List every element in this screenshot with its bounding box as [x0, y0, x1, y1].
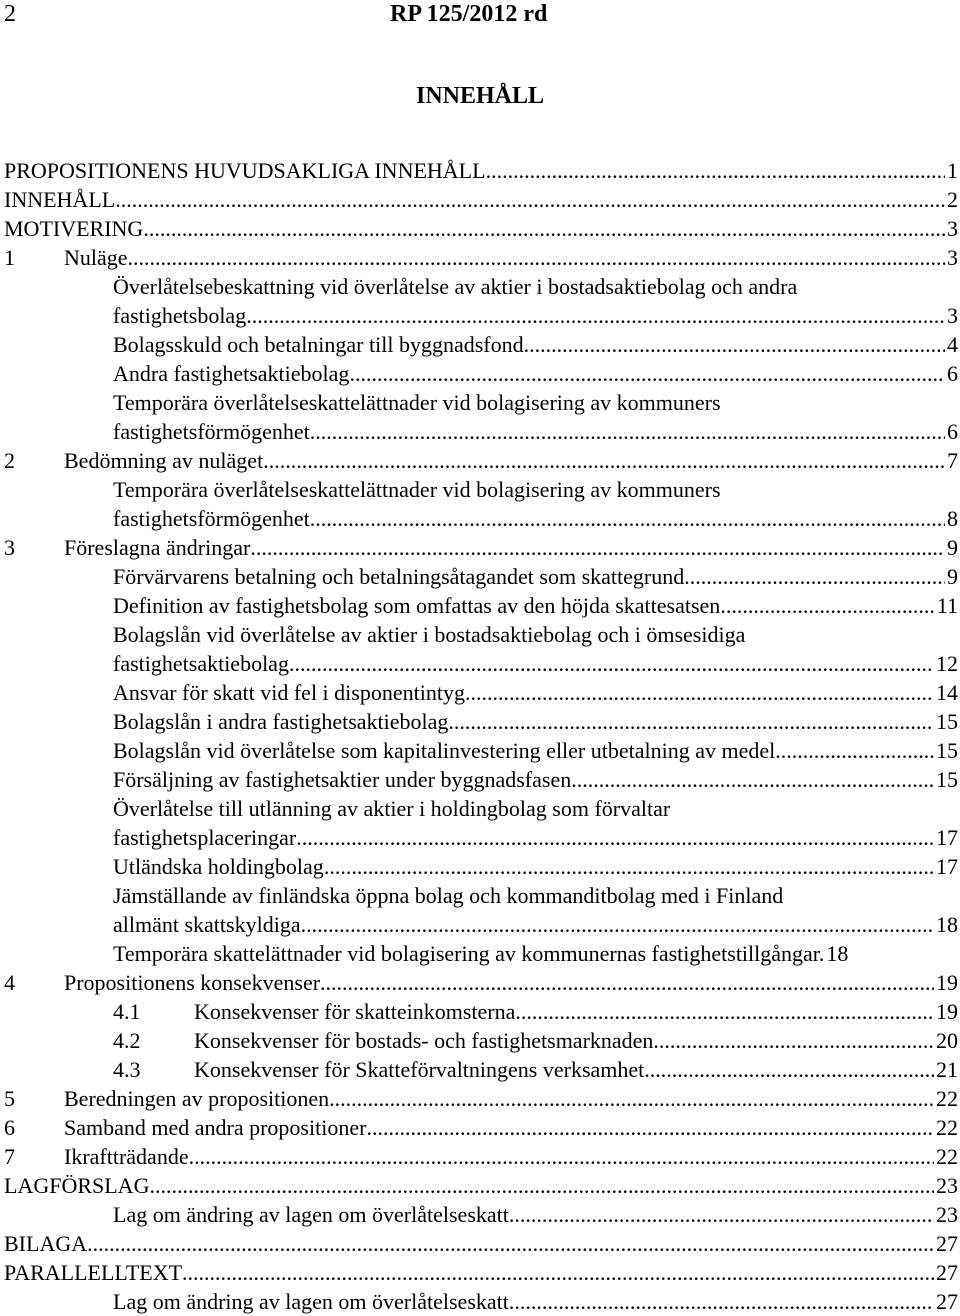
toc-entry[interactable]: [0, 504, 958, 533]
toc-page-number: 9: [947, 564, 958, 589]
toc-dot-leader: [115, 185, 945, 214]
toc-entry-title: Överlåtelse till utlänning av aktier i holdingbolag som förvaltar: [113, 796, 671, 821]
toc-page-number: 6: [947, 361, 958, 386]
toc-entry[interactable]: [0, 1200, 958, 1229]
toc-dot-leader: [366, 1113, 934, 1142]
toc-dot-leader: [263, 446, 945, 475]
toc-dot-leader: [189, 1142, 934, 1171]
toc-page-number: 11: [936, 593, 958, 618]
toc-page-number: 27: [936, 1260, 958, 1285]
toc-entry-number: 3: [4, 535, 15, 560]
toc-page-number: 23: [936, 1202, 958, 1227]
toc-entry[interactable]: [0, 301, 958, 330]
toc-entry-number: 1: [4, 245, 15, 270]
toc-dot-leader: [509, 1200, 934, 1229]
toc-dot-leader: [684, 562, 945, 591]
toc-dot-leader: [465, 678, 934, 707]
toc-entry-title: Andra fastighetsaktiebolag: [113, 361, 350, 386]
toc-page-number: 9: [947, 535, 958, 560]
toc-entry[interactable]: [0, 881, 958, 910]
toc-entry-title: Försäljning av fastighetsaktier under byggnadsfasen: [113, 767, 572, 792]
toc-entry-number: 6: [4, 1115, 15, 1140]
toc-entry[interactable]: [0, 1142, 958, 1171]
toc-entry-title: INNEHÅLL: [4, 187, 116, 212]
toc-page-number: 18: [826, 941, 849, 966]
toc-entry-title: Propositionens konsekvenser: [64, 970, 321, 995]
toc-entry[interactable]: [0, 707, 958, 736]
toc-entry[interactable]: [0, 214, 958, 243]
toc-dot-leader: [653, 1026, 934, 1055]
toc-entry-title: Definition av fastighetsbolag som omfattas av den höjda skattesatsen: [113, 593, 721, 618]
toc-entry-title: allmänt skattskyldiga: [113, 912, 301, 937]
toc-page-number: 4: [947, 332, 958, 357]
toc-page-number: 17: [936, 854, 958, 879]
toc-entry-number: 4: [4, 970, 15, 995]
toc-entry-number: 5: [4, 1086, 15, 1111]
toc-dot-leader: [349, 359, 945, 388]
toc-entry[interactable]: [0, 736, 958, 765]
toc-dot-leader: [310, 504, 945, 533]
toc-page-number: 18: [936, 912, 958, 937]
toc-entry-title: Temporära överlåtelseskattelättnader vid bolagisering av kommuners: [113, 477, 721, 502]
toc-page-number: 12: [936, 651, 958, 676]
toc-entry-title: LAGFÖRSLAG: [4, 1173, 150, 1198]
toc-page-number: 23: [936, 1173, 958, 1198]
toc-dot-leader: [149, 1171, 934, 1200]
toc-entry[interactable]: [0, 591, 958, 620]
toc-entry[interactable]: [0, 765, 958, 794]
toc-page-number: 27: [936, 1289, 958, 1314]
toc-entry-title: fastighetsaktiebolag: [113, 651, 289, 676]
toc-entry-title: Bolagslån vid överlåtelse som kapitalinvestering eller utbetalning av medel: [113, 738, 776, 763]
toc-page-number: 15: [936, 738, 958, 763]
toc-heading: INNEHÅLL: [415, 83, 545, 109]
toc-page-number: 22: [936, 1144, 958, 1169]
toc-page-number: 27: [936, 1231, 958, 1256]
toc-entry-title: Ansvar för skatt vid fel i disponentintyg: [113, 680, 465, 705]
toc-page-number: 17: [936, 825, 958, 850]
toc-entry[interactable]: [0, 1055, 958, 1084]
toc-entry-number: 4.3: [113, 1057, 141, 1082]
toc-entry-title: Nuläge: [64, 245, 128, 270]
toc-entry[interactable]: [0, 1026, 958, 1055]
toc-entry-title: PARALLELLTEXT: [4, 1260, 183, 1285]
toc-entry[interactable]: [0, 910, 958, 939]
toc-dot-leader: [143, 214, 945, 243]
toc-page-number: 6: [947, 419, 958, 444]
toc-entry-title: Bolagslån i andra fastighetsaktiebolag: [113, 709, 449, 734]
toc-page-number: 3: [947, 303, 958, 328]
toc-entry-title: Konsekvenser för bostads- och fastighetsmarknaden: [194, 1028, 654, 1053]
toc-page-number: 21: [936, 1057, 958, 1082]
toc-dot-leader: [289, 649, 934, 678]
toc-entry[interactable]: [0, 330, 958, 359]
toc-dot-leader: [644, 1055, 934, 1084]
toc-entry[interactable]: [0, 533, 958, 562]
toc-dot-leader: [250, 533, 945, 562]
toc-entry-title: fastighetsbolag: [113, 303, 247, 328]
toc-page-number: 2: [947, 187, 958, 212]
toc-dot-leader: [515, 997, 934, 1026]
toc-page-number: 3: [947, 216, 958, 241]
toc-entry-title: Konsekvenser för Skatteförvaltningens verksamhet: [194, 1057, 645, 1082]
toc-entry[interactable]: [0, 678, 958, 707]
toc-dot-leader: [246, 301, 945, 330]
toc-entry[interactable]: [0, 388, 958, 417]
toc-dot-leader: [329, 1084, 934, 1113]
toc-dot-leader: [524, 330, 945, 359]
toc-entry-title: Temporära skattelättnader vid bolagisering av kommunernas fastighetstillgångar.: [113, 941, 825, 966]
toc-entry-title: Bolagsskuld och betalningar till byggnadsfond: [113, 332, 524, 357]
toc-page-number: 22: [936, 1086, 958, 1111]
toc-entry-number: 4.2: [113, 1028, 141, 1053]
toc-entry[interactable]: [0, 939, 958, 968]
toc-dot-leader: [301, 910, 934, 939]
toc-entry[interactable]: [0, 1171, 958, 1200]
toc-dot-leader: [775, 736, 934, 765]
toc-page-number: 7: [947, 448, 958, 473]
toc-entry[interactable]: [0, 272, 958, 301]
toc-entry-title: Överlåtelsebeskattning vid överlåtelse av aktier i bostadsaktiebolag och andra: [113, 274, 798, 299]
toc-page-number: 19: [936, 999, 958, 1024]
toc-dot-leader: [509, 1287, 934, 1316]
toc-entry-title: Lag om ändring av lagen om överlåtelseskatt: [113, 1202, 509, 1227]
toc-entry[interactable]: [0, 620, 958, 649]
page-number: 2: [4, 1, 16, 27]
toc-entry-title: Jämställande av finländska öppna bolag och kommanditbolag med i Finland: [113, 883, 784, 908]
toc-entry[interactable]: [0, 997, 958, 1026]
toc-entry-title: Samband med andra propositioner: [64, 1115, 367, 1140]
toc-entry[interactable]: [0, 794, 958, 823]
toc-entry-title: Utländska holdingbolag: [113, 854, 324, 879]
toc-entry[interactable]: [0, 649, 958, 678]
toc-page-number: 3: [947, 245, 958, 270]
toc-entry[interactable]: [0, 446, 958, 475]
toc-dot-leader: [448, 707, 934, 736]
toc-entry[interactable]: [0, 1113, 958, 1142]
toc-entry[interactable]: [0, 156, 958, 185]
toc-page-number: 15: [936, 709, 958, 734]
toc-entry-title: Lag om ändring av lagen om överlåtelseskatt: [113, 1289, 509, 1314]
document-title: RP 125/2012 rd: [390, 1, 548, 27]
toc-entry[interactable]: [0, 562, 958, 591]
toc-entry[interactable]: [0, 417, 958, 446]
toc-page-number: 22: [936, 1115, 958, 1140]
toc-entry-title: fastighetsförmögenhet: [113, 419, 310, 444]
toc-entry[interactable]: [0, 968, 958, 997]
toc-entry-title: Förvärvarens betalning och betalningsåtagandet som skattegrund: [113, 564, 685, 589]
toc-dot-leader: [720, 591, 935, 620]
toc-entry[interactable]: [0, 852, 958, 881]
toc-entry[interactable]: [0, 243, 958, 272]
toc-entry-title: PROPOSITIONENS HUVUDSAKLIGA INNEHÅLL: [4, 158, 486, 183]
toc-dot-leader: [87, 1229, 934, 1258]
toc-entry[interactable]: [0, 185, 958, 214]
toc-entry[interactable]: [0, 1229, 958, 1258]
toc-entry[interactable]: [0, 1084, 958, 1113]
toc-entry-title: fastighetsplaceringar: [113, 825, 297, 850]
toc-dot-leader: [320, 968, 934, 997]
toc-entry-title: fastighetsförmögenhet: [113, 506, 310, 531]
toc-page-number: 20: [936, 1028, 958, 1053]
toc-dot-leader: [310, 417, 945, 446]
toc-entry-title: Bolagslån vid överlåtelse av aktier i bostadsaktiebolag och i ömsesidiga: [113, 622, 746, 647]
toc-entry-title: Bedömning av nuläget: [64, 448, 264, 473]
toc-entry[interactable]: [0, 475, 958, 504]
toc-page-number: 8: [947, 506, 958, 531]
toc-page-number: 14: [936, 680, 958, 705]
toc-entry-number: 7: [4, 1144, 15, 1169]
toc-entry-title: Beredningen av propositionen: [64, 1086, 330, 1111]
toc-dot-leader: [296, 823, 934, 852]
toc-page-number: 1: [947, 158, 958, 183]
toc-entry-title: BILAGA: [4, 1231, 88, 1256]
toc-entry-title: MOTIVERING: [4, 216, 144, 241]
toc-entry-title: Föreslagna ändringar: [64, 535, 251, 560]
toc-page-number: 15: [936, 767, 958, 792]
table-of-contents: [0, 156, 958, 1316]
toc-entry-title: Temporära överlåtelseskattelättnader vid bolagisering av kommuners: [113, 390, 721, 415]
toc-entry-title: Konsekvenser för skatteinkomsterna: [194, 999, 516, 1024]
toc-dot-leader: [486, 156, 945, 185]
toc-dot-leader: [128, 243, 945, 272]
toc-page-number: 19: [936, 970, 958, 995]
toc-entry[interactable]: [0, 359, 958, 388]
toc-dot-leader: [571, 765, 934, 794]
toc-entry-number: 4.1: [113, 999, 141, 1024]
toc-entry-number: 2: [4, 448, 15, 473]
toc-dot-leader: [324, 852, 934, 881]
toc-entry[interactable]: [0, 1287, 958, 1316]
toc-entry[interactable]: [0, 823, 958, 852]
toc-entry-title: Ikraftträdande: [64, 1144, 189, 1169]
